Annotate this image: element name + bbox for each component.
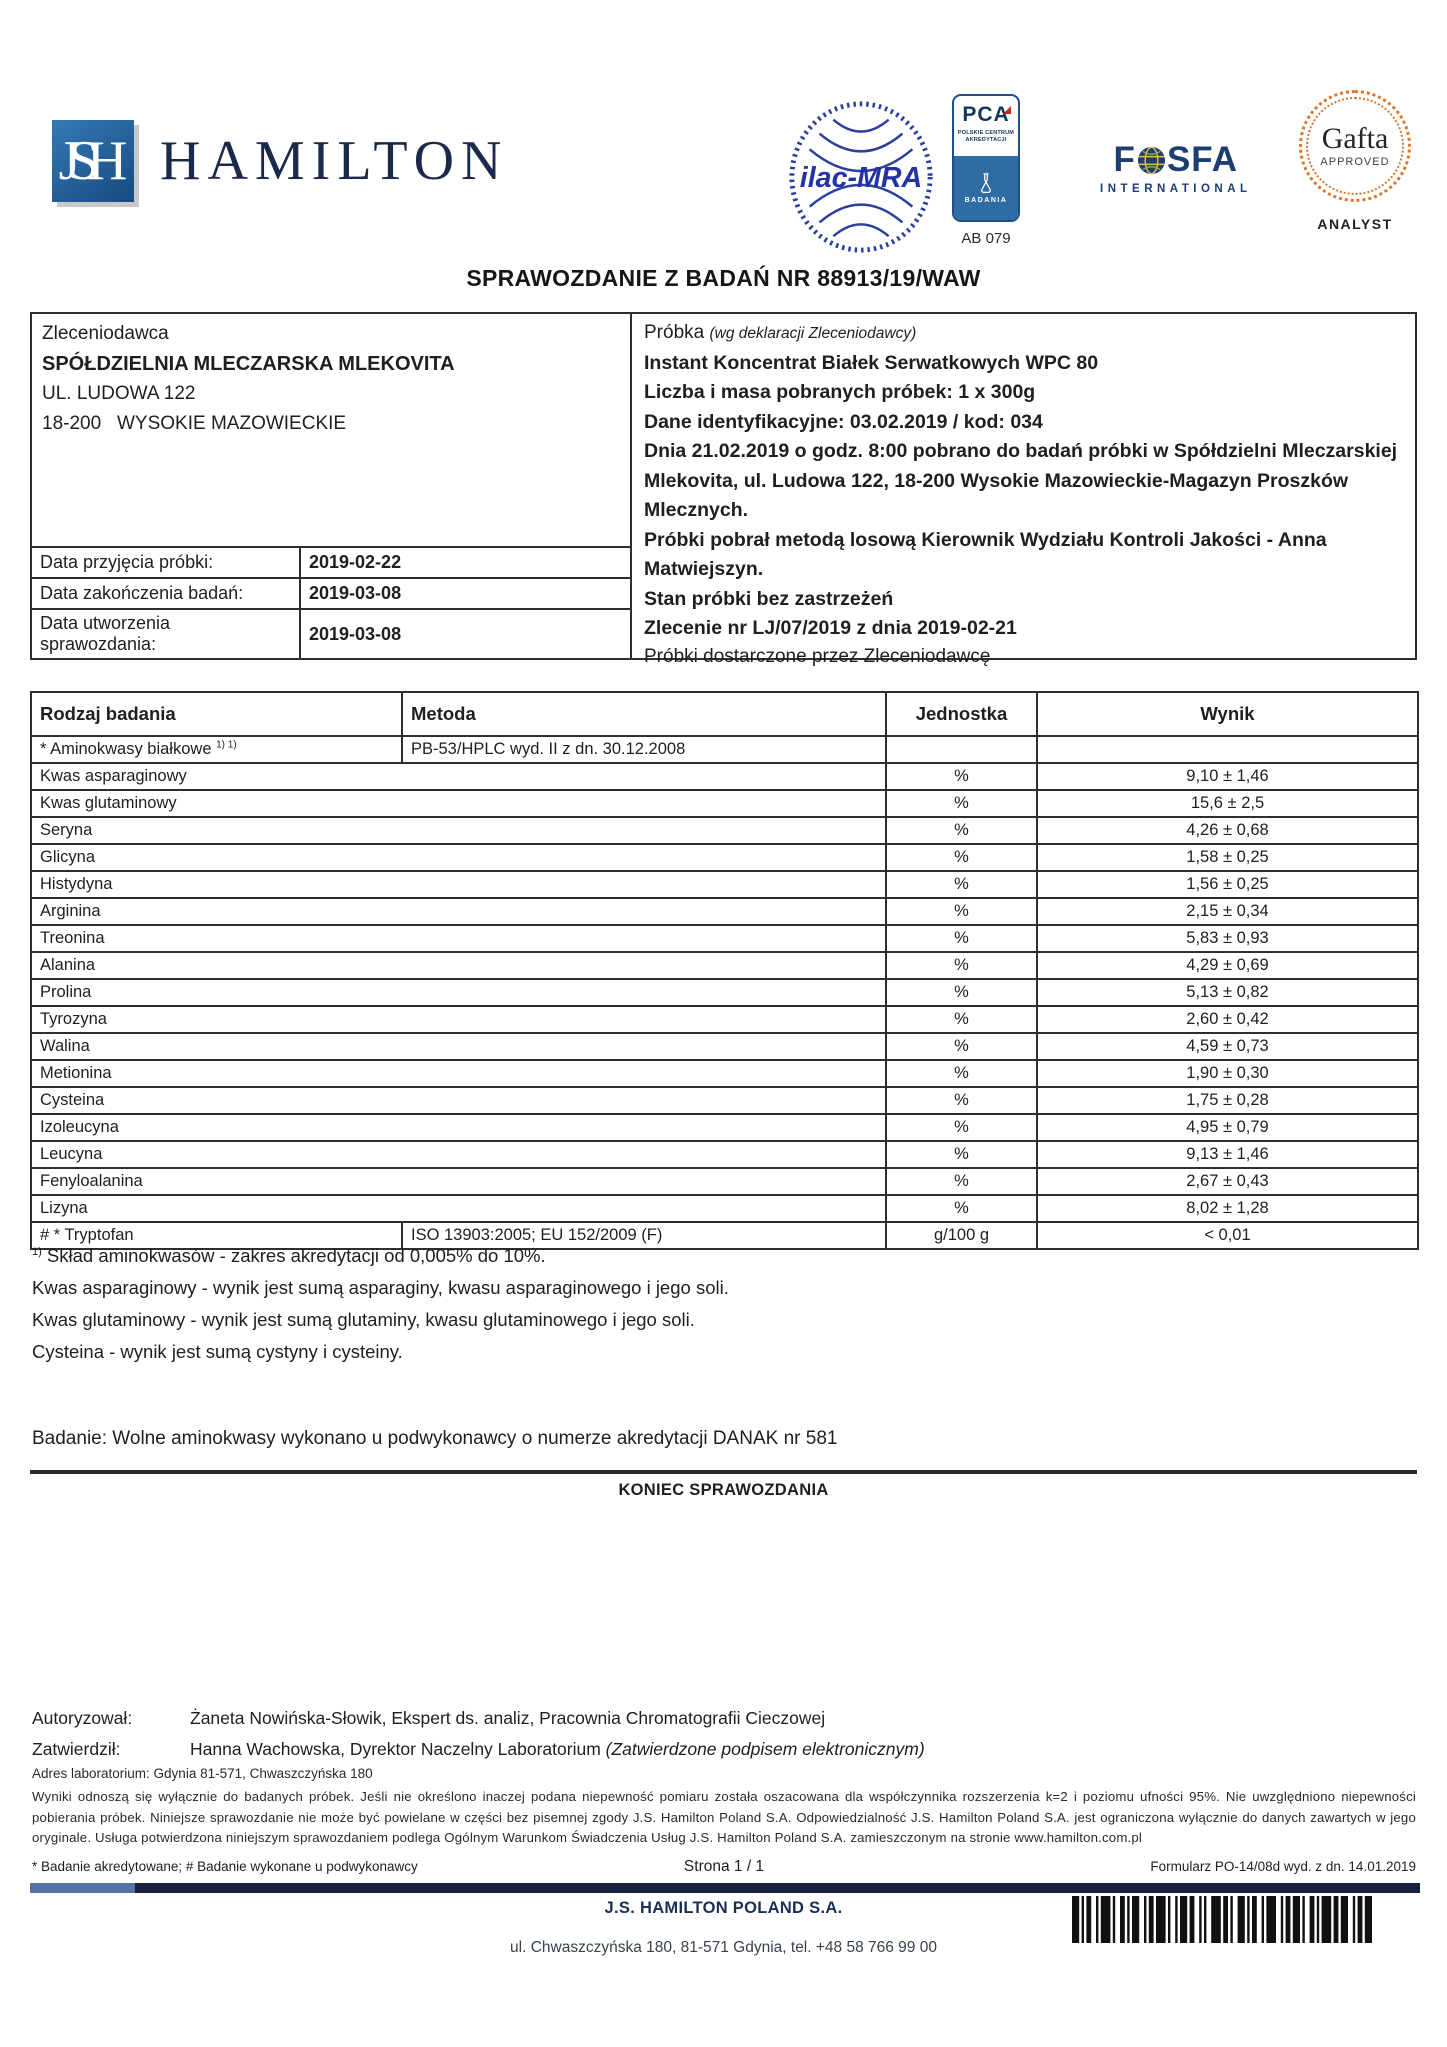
analyte-unit: % bbox=[886, 1141, 1037, 1168]
ilac-text: ilac-MRA bbox=[799, 161, 923, 194]
gafta-wreath bbox=[1299, 90, 1411, 202]
fosfa-logo bbox=[1100, 140, 1252, 195]
analyte-row bbox=[31, 952, 1418, 979]
analyte-row bbox=[31, 1141, 1418, 1168]
analyte-unit: % bbox=[886, 979, 1037, 1006]
analyte-unit: % bbox=[886, 952, 1037, 979]
analyte-result: 1,56 ± 0,25 bbox=[1037, 871, 1418, 898]
analyte-result: 1,75 ± 0,28 bbox=[1037, 1087, 1418, 1114]
analyte-row bbox=[31, 898, 1418, 925]
analyte-name: Leucyna bbox=[31, 1141, 886, 1168]
page-number: Strona 1 / 1 bbox=[683, 1858, 765, 1875]
client-panel bbox=[32, 314, 632, 658]
analyte-unit: % bbox=[886, 898, 1037, 925]
pca-section-label: BADANIA bbox=[964, 197, 1008, 204]
analyte-result: 4,26 ± 0,68 bbox=[1037, 817, 1418, 844]
authorized-row bbox=[32, 1703, 1412, 1734]
dates-table bbox=[32, 546, 630, 658]
footnote-line: Cysteina - wynik jest sumą cystyny i cysteiny. bbox=[32, 1341, 403, 1362]
gafta-seal bbox=[1295, 90, 1415, 232]
analyte-unit: % bbox=[886, 1195, 1037, 1222]
results-header-row bbox=[31, 692, 1418, 736]
signoff-block bbox=[32, 1703, 1412, 1765]
gafta-approved: APPROVED bbox=[1320, 156, 1390, 168]
analyte-unit: % bbox=[886, 1168, 1037, 1195]
globe-icon bbox=[1137, 146, 1166, 175]
analyte-unit: % bbox=[886, 1114, 1037, 1141]
date-label: Data zakończenia badań: bbox=[32, 578, 300, 609]
test-group-row bbox=[31, 736, 1418, 763]
dates-table-body bbox=[32, 547, 630, 658]
sample-description-line: Instant Koncentrat Białek Serwatkowych WPC 80 bbox=[644, 351, 1099, 374]
analyte-row bbox=[31, 844, 1418, 871]
analyte-result: 4,29 ± 0,69 bbox=[1037, 952, 1418, 979]
jsh-monogram: JSH bbox=[58, 130, 116, 192]
ilac-seal-graphic bbox=[785, 98, 937, 256]
analyte-unit: % bbox=[886, 790, 1037, 817]
sample-panel bbox=[632, 314, 1415, 667]
approved-note: (Zatwierdzone podpisem elektronicznym) bbox=[605, 1739, 925, 1759]
tryptophan-unit: g/100 g bbox=[886, 1222, 1037, 1249]
date-value: 2019-03-08 bbox=[300, 578, 630, 609]
pca-box bbox=[952, 94, 1020, 222]
bottom-meta-row bbox=[32, 1858, 1416, 1876]
analyte-result: 1,58 ± 0,25 bbox=[1037, 844, 1418, 871]
analyte-row bbox=[31, 817, 1418, 844]
date-row bbox=[32, 578, 630, 609]
analyte-unit: % bbox=[886, 817, 1037, 844]
footnotes-block bbox=[32, 1240, 1412, 1368]
sample-description-line: Dnia 21.02.2019 o godz. 8:00 pobrano do badań próbki w Spółdzielni Mleczarskiej Mlekovita, ul. Ludowa 122, 18-200 Wysokie Mazowieckie-Magazyn Proszków Mlecznych. bbox=[644, 440, 1398, 521]
report-header bbox=[52, 90, 1407, 247]
test-group-name: * Aminokwasy białkowe bbox=[40, 740, 212, 758]
analyte-unit: % bbox=[886, 1006, 1037, 1033]
analyte-name: Kwas glutaminowy bbox=[31, 790, 886, 817]
authorized-label: Autoryzował: bbox=[32, 1708, 133, 1728]
footnote-line: Kwas asparaginowy - wynik jest sumą asparaginy, kwasu asparaginowego i jego soli. bbox=[32, 1277, 729, 1298]
analyte-name: Arginina bbox=[31, 898, 886, 925]
analyte-row bbox=[31, 1087, 1418, 1114]
results-table bbox=[30, 691, 1419, 1250]
test-group-name-cell bbox=[31, 736, 402, 763]
company-address: ul. Chwaszczyńska 180, 81-571 Gdynia, tel. +48 58 766 99 00 bbox=[510, 1939, 937, 1956]
analyte-result: 8,02 ± 1,28 bbox=[1037, 1195, 1418, 1222]
column-header-metoda: Metoda bbox=[402, 692, 886, 736]
analyte-name: Fenyloalanina bbox=[31, 1168, 886, 1195]
tryptophan-result: < 0,01 bbox=[1037, 1222, 1418, 1249]
legend-accredited: * Badanie akredytowane; # Badanie wykonane u podwykonawcy bbox=[32, 1859, 418, 1874]
authorized-by: Żaneta Nowińska-Słowik, Ekspert ds. analiz, Pracownia Chromatografii Cieczowej bbox=[190, 1708, 826, 1728]
ilac-mra-seal bbox=[785, 98, 937, 261]
disclaimer-text: Wyniki odnoszą się wyłącznie do badanych próbek. Jeśli nie określono inaczej podana niepewność pomiaru została oszacowana dla współczynnika rozszerzenia k=2 i poziomu ufności 95%. Nie uwzględniono niepewności pobierania próbek. Niniejsze sprawozdanie nie może być powielane w części bez pisemnej zgody J.S. Hamilton Poland S.A. Odpowiedzialność J.S. Hamilton Poland S.A. jest ograniczona wyłącznie do danych zawartych w jego oryginale. Usługa potwierdzona niniejszym sprawozdaniem podlega Ogólnym Warunkom Świadczenia Usług J.S. Hamilton Poland S.A. zamieszczonym na stronie www.hamilton.com.pl bbox=[32, 1789, 1416, 1845]
test-group-result-empty bbox=[1037, 736, 1418, 763]
footnote-lines bbox=[32, 1272, 1412, 1368]
analyte-result: 9,10 ± 1,46 bbox=[1037, 763, 1418, 790]
lab-address: Adres laboratorium: Gdynia 81-571, Chwaszczyńska 180 bbox=[32, 1766, 373, 1781]
results-body bbox=[31, 736, 1418, 1249]
sample-label: Próbka bbox=[644, 322, 705, 343]
pca-subtitle-line2: AKREDYTACJI bbox=[965, 137, 1007, 143]
analyte-name: Treonina bbox=[31, 925, 886, 952]
analyte-name: Cysteina bbox=[31, 1087, 886, 1114]
footer-bar bbox=[30, 1883, 1420, 1893]
footnote-line: Kwas glutaminowy - wynik jest sumą glutaminy, kwasu glutaminowego i jego soli. bbox=[32, 1309, 695, 1330]
analyte-name: Metionina bbox=[31, 1060, 886, 1087]
analyte-unit: % bbox=[886, 1033, 1037, 1060]
company-name: J.S. HAMILTON POLAND S.A. bbox=[604, 1899, 843, 1917]
client-label: Zleceniodawca bbox=[42, 323, 169, 344]
info-box bbox=[30, 312, 1417, 667]
tryptophan-name: # * Tryptofan bbox=[31, 1222, 402, 1249]
analyte-result: 2,60 ± 0,42 bbox=[1037, 1006, 1418, 1033]
analyte-name: Seryna bbox=[31, 817, 886, 844]
fosfa-international: INTERNATIONAL bbox=[1100, 183, 1252, 195]
form-reference: Formularz PO-14/08d wyd. z dn. 14.01.2019 bbox=[1150, 1859, 1416, 1874]
column-header-wynik: Wynik bbox=[1037, 692, 1418, 736]
analyte-row bbox=[31, 1195, 1418, 1222]
analyte-row bbox=[31, 790, 1418, 817]
column-header-rodzaj-badania: Rodzaj badania bbox=[31, 692, 402, 736]
analyte-name: Kwas asparaginowy bbox=[31, 763, 886, 790]
date-row bbox=[32, 609, 630, 658]
analyte-row bbox=[31, 763, 1418, 790]
end-of-report-divider bbox=[30, 1470, 1417, 1474]
analyte-result: 1,90 ± 0,30 bbox=[1037, 1060, 1418, 1087]
date-label: Data przyjęcia próbki: bbox=[32, 547, 300, 578]
pca-badge bbox=[952, 94, 1020, 247]
analyte-name: Glicyna bbox=[31, 844, 886, 871]
footnote-accreditation-text: Skład aminokwasów - zakres akredytacji od 0,005% do 10%. bbox=[46, 1245, 546, 1266]
analyte-result: 4,95 ± 0,79 bbox=[1037, 1114, 1418, 1141]
tryptophan-method: ISO 13903:2005; EU 152/2009 (F) bbox=[402, 1222, 886, 1249]
sample-description bbox=[644, 349, 1403, 615]
analyte-result: 5,13 ± 0,82 bbox=[1037, 979, 1418, 1006]
pca-subtitle-line1: POLSKIE CENTRUM bbox=[957, 130, 1015, 136]
approved-row bbox=[32, 1734, 1412, 1765]
footnote-accreditation bbox=[32, 1240, 1412, 1272]
analyte-unit: % bbox=[886, 871, 1037, 898]
jsh-logo-mark bbox=[52, 120, 134, 202]
end-of-report-label: KONIEC SPRAWOZDANIA bbox=[618, 1481, 829, 1499]
gafta-name: Gafta bbox=[1321, 122, 1389, 155]
sample-declaration-note: (wg deklaracji Zleceniodawcy) bbox=[709, 325, 917, 342]
analyte-row bbox=[31, 1114, 1418, 1141]
sample-description-line: Stan próbki bez zastrzeżeń bbox=[644, 587, 894, 610]
test-group-method: PB-53/HPLC wyd. II z dn. 30.12.2008 bbox=[402, 736, 886, 763]
test-group-unit-empty bbox=[886, 736, 1037, 763]
pca-accreditation-number: AB 079 bbox=[961, 230, 1011, 247]
analyte-result: 2,67 ± 0,43 bbox=[1037, 1168, 1418, 1195]
analyte-name: Prolina bbox=[31, 979, 886, 1006]
approved-by: Hanna Wachowska, Dyrektor Naczelny Laboratorium bbox=[190, 1739, 601, 1759]
analyte-row bbox=[31, 871, 1418, 898]
column-header-jednostka: Jednostka bbox=[886, 692, 1037, 736]
footnote-accreditation-sup: 1) bbox=[32, 1245, 42, 1258]
analyte-row bbox=[31, 925, 1418, 952]
analyte-name: Tyrozyna bbox=[31, 1006, 886, 1033]
analyte-row bbox=[31, 1006, 1418, 1033]
analyte-name: Alanina bbox=[31, 952, 886, 979]
report-title: SPRAWOZDANIE Z BADAŃ NR 88913/19/WAW bbox=[466, 265, 981, 291]
fosfa-letter-f: F bbox=[1113, 140, 1136, 179]
analyte-name: Walina bbox=[31, 1033, 886, 1060]
analyte-result: 15,6 ± 2,5 bbox=[1037, 790, 1418, 817]
approved-label: Zatwierdził: bbox=[32, 1739, 121, 1759]
analyte-result: 9,13 ± 1,46 bbox=[1037, 1141, 1418, 1168]
analyte-unit: % bbox=[886, 1087, 1037, 1114]
analyte-name: Izoleucyna bbox=[31, 1114, 886, 1141]
analyte-result: 2,15 ± 0,34 bbox=[1037, 898, 1418, 925]
analyte-unit: % bbox=[886, 844, 1037, 871]
sample-description-line: Liczba i masa pobranych próbek: 1 x 300g bbox=[644, 381, 1036, 403]
barcode bbox=[1072, 1896, 1372, 1943]
date-row bbox=[32, 547, 630, 578]
flask-icon bbox=[976, 172, 996, 194]
date-label: Data utworzenia sprawozdania: bbox=[32, 609, 300, 658]
pca-acronym: PCA bbox=[962, 103, 1010, 126]
sample-description-line: Próbki pobrał metodą losową Kierownik Wydziału Kontroli Jakości - Anna Matwiejszyn. bbox=[644, 528, 1327, 580]
fosfa-letters-sfa: SFA bbox=[1166, 140, 1239, 179]
hamilton-wordmark: HAMILTON bbox=[160, 130, 509, 192]
analyte-row bbox=[31, 1168, 1418, 1195]
client-address-1: UL. LUDOWA 122 bbox=[42, 383, 196, 404]
analyte-unit: % bbox=[886, 1060, 1037, 1087]
gafta-analyst: ANALYST bbox=[1317, 216, 1393, 232]
analyte-row bbox=[31, 1033, 1418, 1060]
analyte-unit: % bbox=[886, 925, 1037, 952]
sample-delivery-note: Próbki dostarczone przez Zleceniodawcę bbox=[644, 645, 991, 667]
client-address-2: 18-200 WYSOKIE MAZOWIECKIE bbox=[42, 413, 347, 434]
analyte-name: Histydyna bbox=[31, 871, 886, 898]
subcontractor-note: Badanie: Wolne aminokwasy wykonano u podwykonawcy o numerze akredytacji DANAK nr 581 bbox=[32, 1428, 838, 1449]
client-name: SPÓŁDZIELNIA MLECZARSKA MLEKOVITA bbox=[42, 353, 455, 375]
analyte-name: Lizyna bbox=[31, 1195, 886, 1222]
date-value: 2019-02-22 bbox=[300, 547, 630, 578]
order-reference: Zlecenie nr LJ/07/2019 z dnia 2019-02-21 bbox=[644, 617, 1017, 639]
company-logo bbox=[52, 120, 508, 202]
analyte-unit: % bbox=[886, 763, 1037, 790]
analyte-row bbox=[31, 979, 1418, 1006]
sample-description-line: Dane identyfikacyjne: 03.02.2019 / kod: 034 bbox=[644, 410, 1043, 433]
analyte-result: 4,59 ± 0,73 bbox=[1037, 1033, 1418, 1060]
analyte-row bbox=[31, 1060, 1418, 1087]
analyte-result: 5,83 ± 0,93 bbox=[1037, 925, 1418, 952]
test-group-superscript: 1) 1) bbox=[216, 739, 237, 751]
date-value: 2019-03-08 bbox=[300, 609, 630, 658]
